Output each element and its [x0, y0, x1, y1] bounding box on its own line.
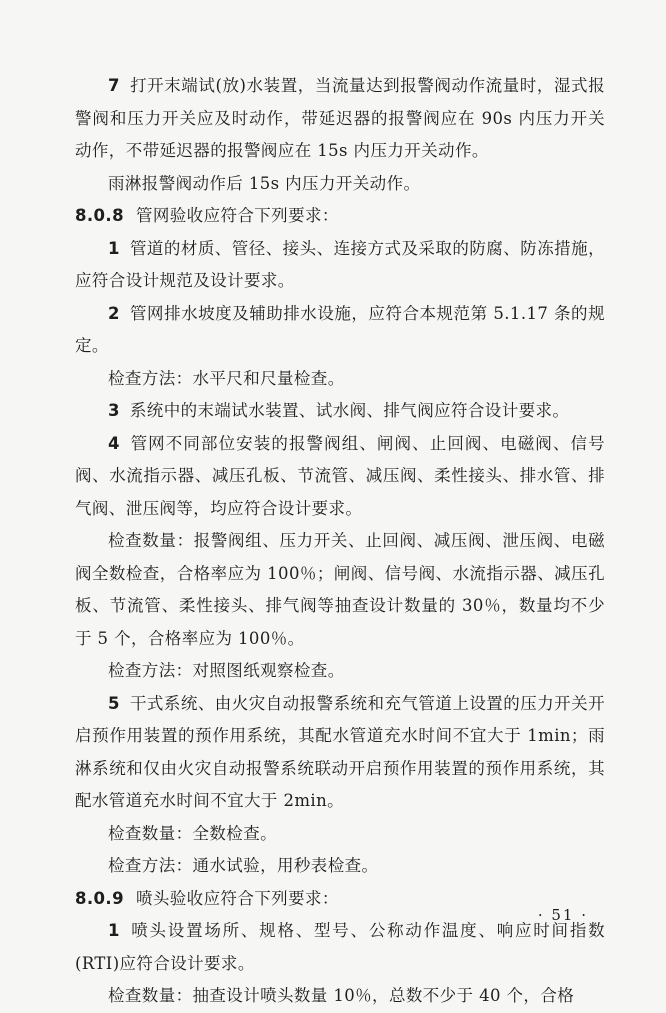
clause-8-0-9 [75, 883, 605, 916]
paragraph-text: 打开末端试(放)水装置，当流量达到报警阀动作流量时，湿式报警阀和压力开关应及时动作，带延迟器的报警阀应在 90s 内压力开关动作，不带延迟器的报警阀应在 15s 内压力开关动作。 [75, 76, 605, 160]
paragraph-2 [75, 168, 605, 201]
paragraph-text: 检查方法：对照图纸观察检查。 [108, 661, 345, 680]
paragraph-text: 管网排水坡度及辅助排水设施，应符合本规范第 5.1.17 条的规定。 [75, 303, 605, 355]
paragraph-16 [75, 980, 605, 1013]
paragraph-text: 检查数量：全数检查。 [108, 823, 277, 843]
clause-number: 8.0.8 [75, 206, 124, 225]
paragraph-text: 系统中的末端试水装置、试水阀、排气阀应符合设计要求。 [129, 401, 570, 420]
item-number: 3 [108, 401, 120, 420]
item-number: 1 [108, 921, 120, 940]
clause-number: 8.0.9 [75, 888, 124, 908]
paragraph-4 [75, 233, 605, 298]
paragraph-text: 检查数量：抽查设计喷头数量 10％，总数不少于 40 个，合格 [108, 986, 575, 1005]
paragraph-text: 干式系统、由火灾自动报警系统和充气管道上设置的压力开关开启预作用装置的预作用系统，其配水管道充水时间不宜大于 1min；雨淋系统和仅由火灾自动报警系统联动开启预作用装置的预作用系统，其配水管道充水时间不宜大于 2min。 [75, 693, 605, 810]
paragraph-8 [75, 428, 605, 526]
paragraph-text: 管网不同部位安装的报警阀组、闸阀、止回阀、电磁阀、信号阀、水流指示器、减压孔板、节流管、减压阀、柔性接头、排水管、排气阀、泄压阀等，均应符合设计要求。 [75, 433, 605, 518]
clause-8-0-8 [75, 200, 605, 233]
paragraph-9 [75, 525, 605, 655]
paragraph-1 [75, 70, 605, 168]
paragraph-text: 雨淋报警阀动作后 15s 内压力开关动作。 [108, 173, 421, 193]
paragraph-5 [75, 298, 605, 363]
item-number: 2 [108, 303, 120, 323]
paragraph-12 [75, 818, 605, 851]
paragraph-15 [75, 915, 605, 980]
paragraph-11 [75, 688, 605, 818]
paragraph-10 [75, 655, 605, 688]
paragraph-text: 检查数量：报警阀组、压力开关、止回阀、减压阀、泄压阀、电磁阀全数检查，合格率应为 100％；闸阀、信号阀、水流指示器、减压孔板、节流管、柔性接头、排气阀等抽查设计数量的 30％，数量均不少于 5 个，合格率应为 100％。 [75, 531, 605, 648]
item-number: 4 [108, 433, 120, 453]
item-number: 1 [108, 238, 120, 258]
paragraph-text: 喷头验收应符合下列要求： [135, 888, 339, 908]
item-number: 5 [108, 693, 120, 713]
paragraph-7 [75, 395, 605, 428]
paragraph-text: 管道的材质、管径、接头、连接方式及采取的防腐、防冻措施，应符合设计规范及设计要求。 [75, 238, 605, 290]
paragraph-text: 管网验收应符合下列要求： [135, 206, 339, 225]
paragraph-text: 喷头设置场所、规格、型号、公称动作温度、响应时间指数(RTI)应符合设计要求。 [75, 921, 605, 973]
paragraph-6 [75, 363, 605, 396]
page-content [75, 70, 605, 1013]
paragraph-text: 检查方法：水平尺和尺量检查。 [108, 368, 345, 388]
paragraph-text: 检查方法：通水试验，用秒表检查。 [108, 856, 379, 875]
item-number: 7 [108, 76, 120, 95]
page-number: · 51 · [537, 906, 588, 924]
paragraph-13 [75, 850, 605, 883]
